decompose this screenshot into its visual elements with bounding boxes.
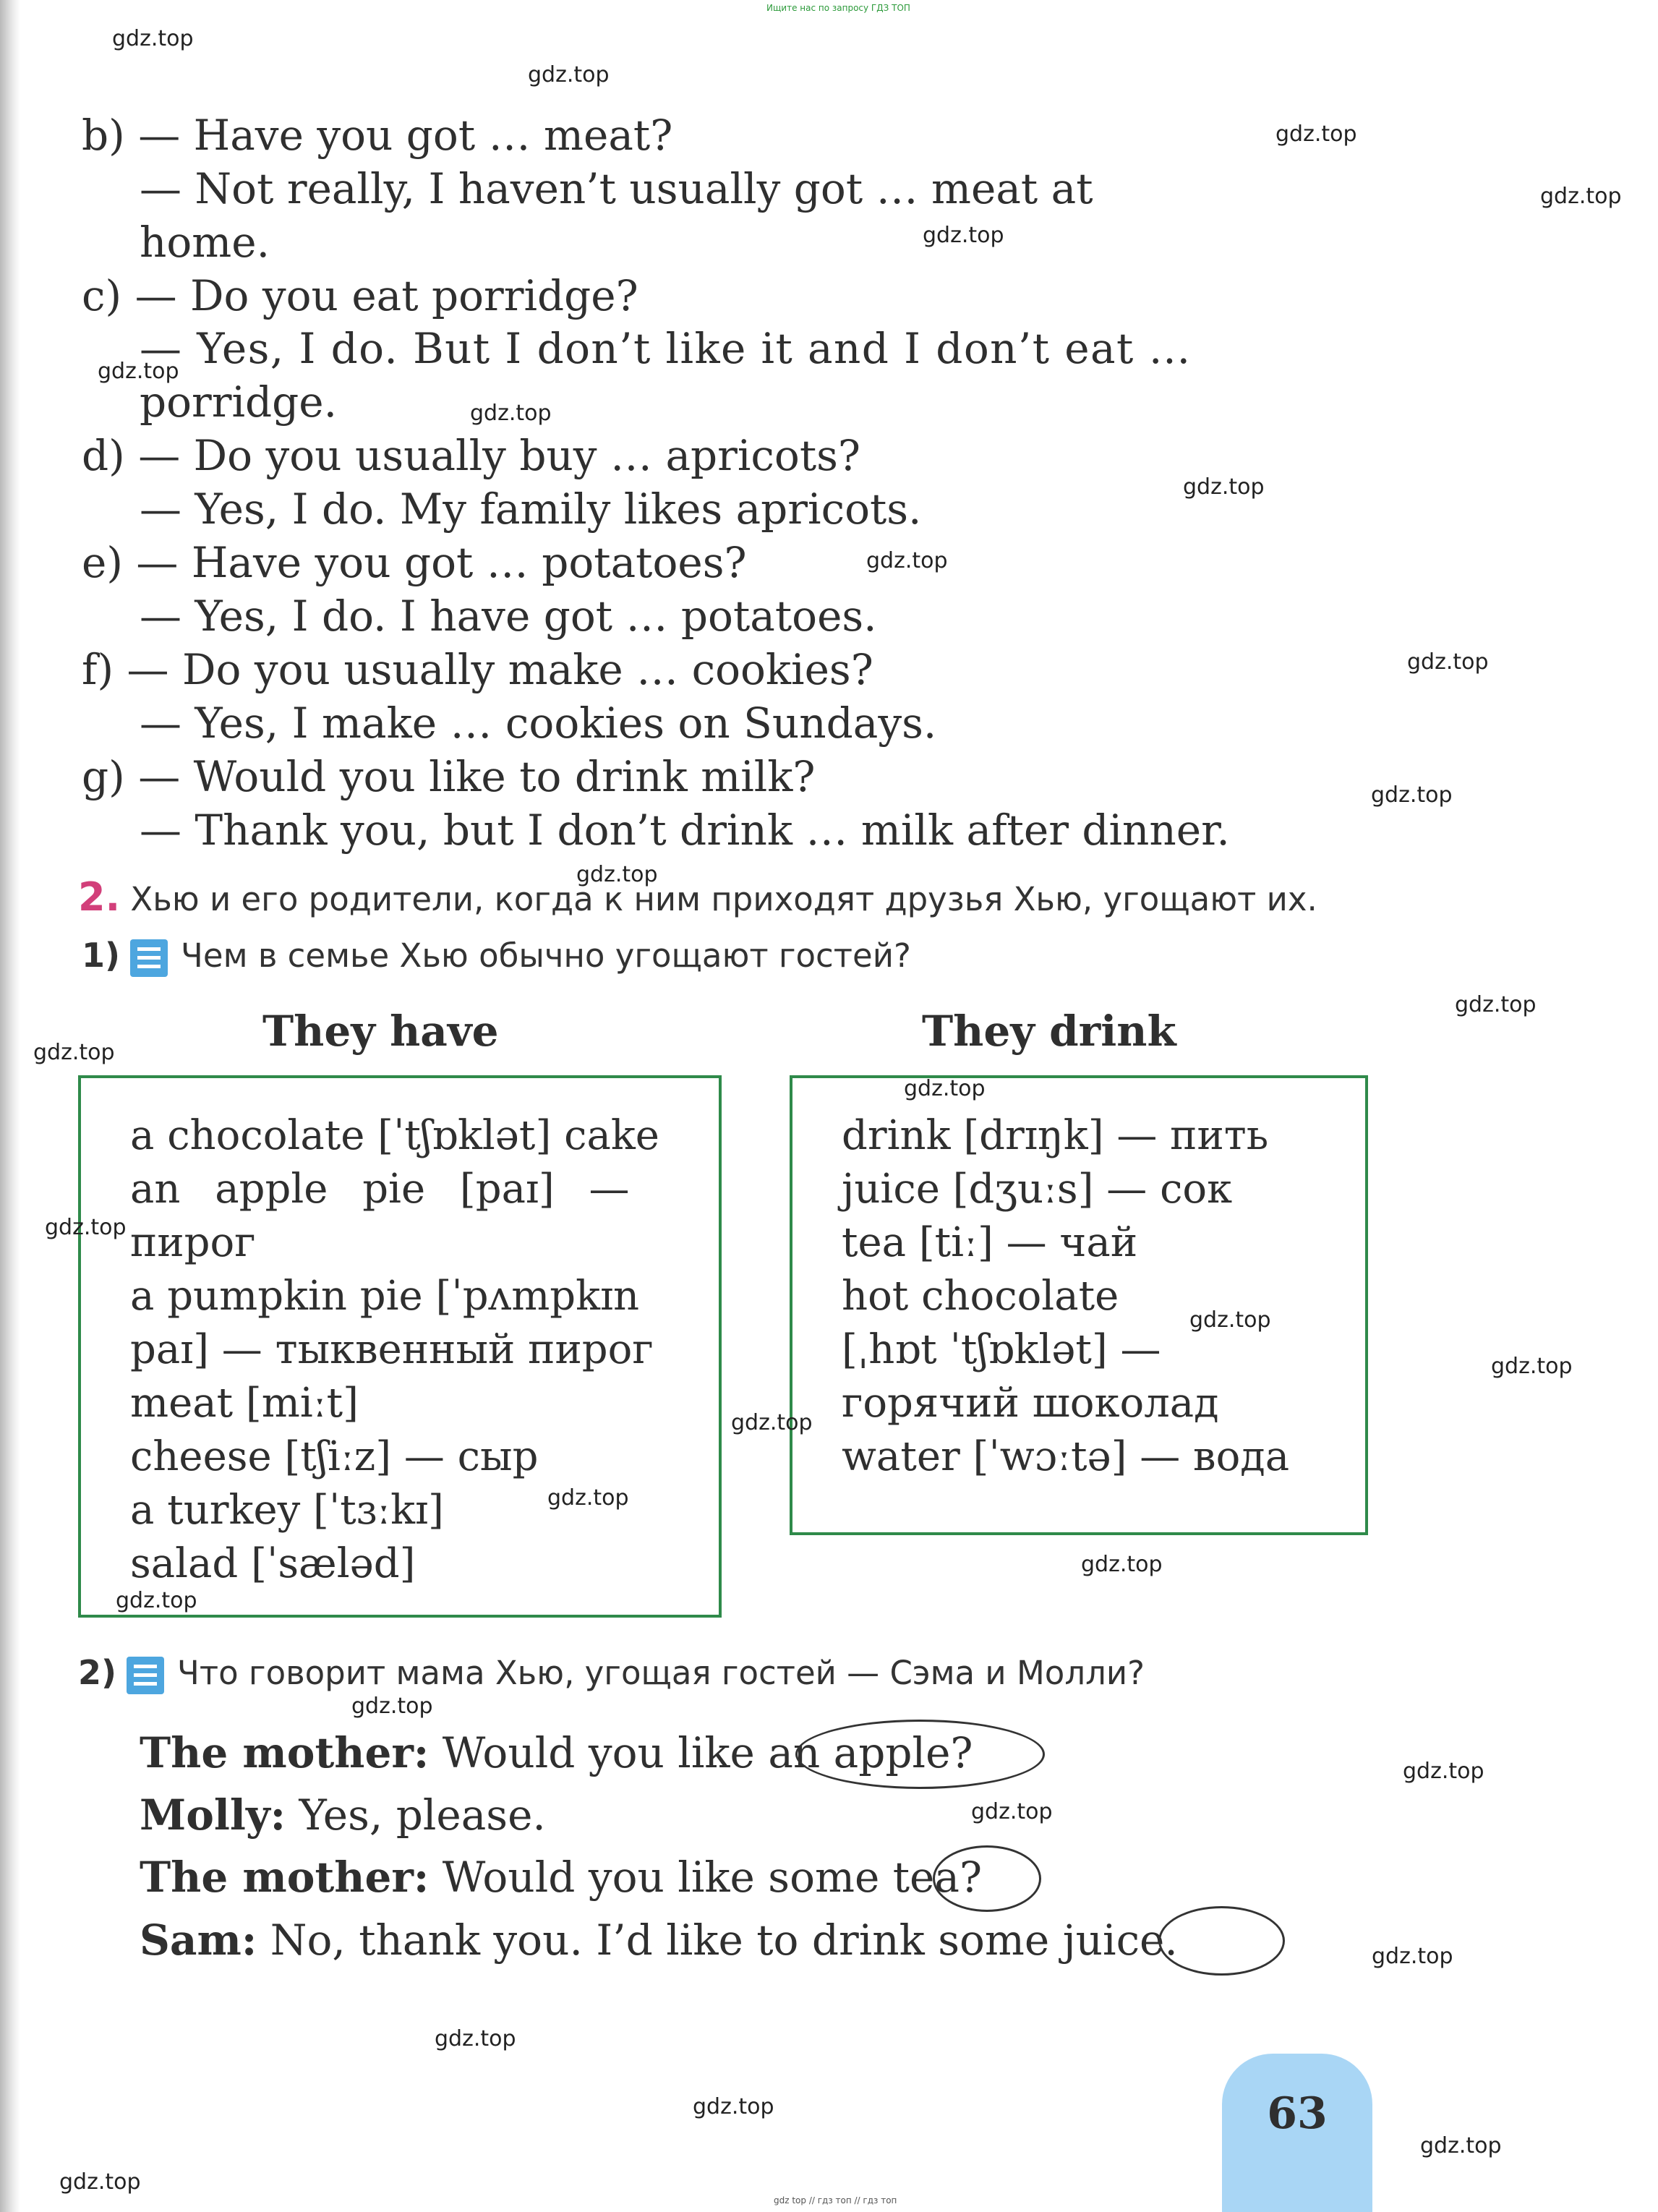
header-note: Ищите нас по запросу ГДЗ ТОП <box>766 3 910 13</box>
drink-item: water [ˈwɔːtə] — вода <box>842 1433 1290 1480</box>
item-c-answer: — Yes, I do. But I don’t like it and I don’t eat … <box>140 324 1192 373</box>
watermark: gdz.top <box>528 62 610 87</box>
watermark: gdz.top <box>1455 992 1537 1017</box>
watermark: gdz.top <box>1407 649 1489 675</box>
watermark: gdz.top <box>98 359 179 384</box>
item-f-question: f) — Do you usually make … cookies? <box>82 645 873 694</box>
watermark: gdz.top <box>1189 1307 1271 1333</box>
watermark: gdz.top <box>1371 782 1453 808</box>
item-d-question: d) — Do you usually buy … apricots? <box>82 431 861 480</box>
drink-item: [ˌhɒt ˈtʃɒklət] — <box>842 1326 1161 1373</box>
drink-item: juice [dʒuːs] — сок <box>842 1166 1233 1213</box>
item-c-question: c) — Do you eat porridge? <box>82 271 638 320</box>
item-e-answer: — Yes, I do. I have got … potatoes. <box>140 592 877 641</box>
book-spine-shadow <box>0 0 20 2212</box>
watermark: gdz.top <box>1183 474 1265 500</box>
dialogue-line-2: Molly: Yes, please. <box>140 1790 546 1840</box>
watermark: gdz.top <box>904 1076 986 1101</box>
speaker: Sam: <box>140 1916 257 1965</box>
watermark: gdz.top <box>1540 184 1622 209</box>
drink-item: drink [drɪŋk] — пить <box>842 1112 1269 1159</box>
watermark: gdz.top <box>1081 1552 1163 1577</box>
food-item: пирог <box>130 1219 256 1266</box>
item-d-answer: — Yes, I do. My family likes apricots. <box>140 484 922 534</box>
dialogue-line-3: The mother: Would you like some tea? <box>140 1853 983 1902</box>
watermark: gdz.top <box>1275 121 1357 147</box>
drink-item: горячий шоколад <box>842 1380 1219 1427</box>
page-number: 63 <box>1267 2088 1328 2139</box>
food-item: salad [ˈsæləd] <box>130 1540 416 1587</box>
food-item: cheese [tʃiːz] — сыр <box>130 1433 539 1480</box>
watermark: gdz.top <box>693 2094 774 2119</box>
item-c-answer-cont: porridge. <box>140 377 338 427</box>
watermark: gdz.top <box>1403 1759 1484 1784</box>
food-item: a pumpkin pie [ˈpʌmpkɪn <box>130 1273 640 1320</box>
watermark: gdz.top <box>45 1215 127 1240</box>
watermark: gdz.top <box>470 401 552 426</box>
watermark: gdz.top <box>731 1410 813 1435</box>
watermark: gdz.top <box>1372 1944 1453 1969</box>
watermark: gdz.top <box>59 2169 141 2195</box>
item-b-answer-cont: home. <box>140 218 270 267</box>
watermark: gdz.top <box>1491 1354 1573 1379</box>
item-f-answer: — Yes, I make … cookies on Sundays. <box>140 699 937 748</box>
answer-circle <box>1158 1906 1285 1976</box>
page-number-tab <box>1222 2054 1372 2212</box>
exercise-number: 2. <box>78 874 121 920</box>
they-drink-box <box>790 1075 1368 1535</box>
part-1-question: 1) Чем в семье Хью обычно угощают гостей? <box>82 939 911 977</box>
speaker: The mother: <box>140 1853 430 1902</box>
list-icon <box>127 1657 164 1694</box>
item-g-answer: — Thank you, but I don’t drink … milk after dinner. <box>140 806 1230 855</box>
watermark: gdz.top <box>547 1485 629 1511</box>
watermark: gdz.top <box>866 548 948 573</box>
they-drink-heading: They drink <box>922 1007 1176 1056</box>
answer-circle <box>933 1845 1041 1912</box>
answer-circle <box>795 1720 1045 1789</box>
dialogue-line-4: Sam: No, thank you. I’d like to drink some juice. <box>140 1916 1178 1965</box>
watermark: gdz.top <box>112 26 194 51</box>
dialogue-line-1: The mother: Would you like an apple? <box>140 1728 973 1777</box>
circled-answer: juice <box>1062 1916 1165 1965</box>
watermark: gdz.top <box>971 1799 1053 1824</box>
food-item: meat [miːt] <box>130 1380 359 1427</box>
circled-answer: tea? <box>892 1853 983 1902</box>
food-item: an apple pie [paɪ] — <box>130 1166 630 1213</box>
watermark: gdz.top <box>351 1694 433 1719</box>
part-2-question: 2) Что говорит мама Хью, угощая гостей — Сэма и Молли? <box>78 1656 1145 1694</box>
they-have-box <box>78 1075 722 1618</box>
watermark: gdz.top <box>576 862 658 887</box>
watermark: gdz.top <box>116 1588 197 1613</box>
food-item: paɪ] — тыквенный пирог <box>130 1326 654 1373</box>
drink-item: hot chocolate <box>842 1273 1119 1320</box>
list-icon <box>130 939 168 977</box>
item-b-answer: — Not really, I haven’t usually got … meat at <box>140 164 1093 213</box>
speaker: The mother: <box>140 1728 430 1777</box>
food-item: a turkey [ˈtɜːkɪ] <box>130 1487 444 1534</box>
item-b-question: b) — Have you got … meat? <box>82 111 673 160</box>
circled-answer: an apple? <box>768 1728 973 1777</box>
watermark: gdz.top <box>33 1040 115 1065</box>
food-item: a chocolate [ˈtʃɒklət] cake <box>130 1112 659 1159</box>
speaker: Molly: <box>140 1790 286 1840</box>
watermark: gdz.top <box>435 2026 516 2051</box>
footer-note: gdz top // гдз топ // гдз топ <box>774 2195 897 2205</box>
exercise-2-instruction: 2. Хью и его родители, когда к ним приходят друзья Хью, угощают их. <box>78 874 1317 920</box>
they-have-heading: They have <box>262 1007 499 1056</box>
watermark: gdz.top <box>1420 2133 1502 2158</box>
item-e-question: e) — Have you got … potatoes? <box>82 538 747 587</box>
drink-item: tea [tiː] — чай <box>842 1219 1138 1266</box>
watermark: gdz.top <box>923 223 1004 248</box>
item-g-question: g) — Would you like to drink milk? <box>82 752 816 801</box>
